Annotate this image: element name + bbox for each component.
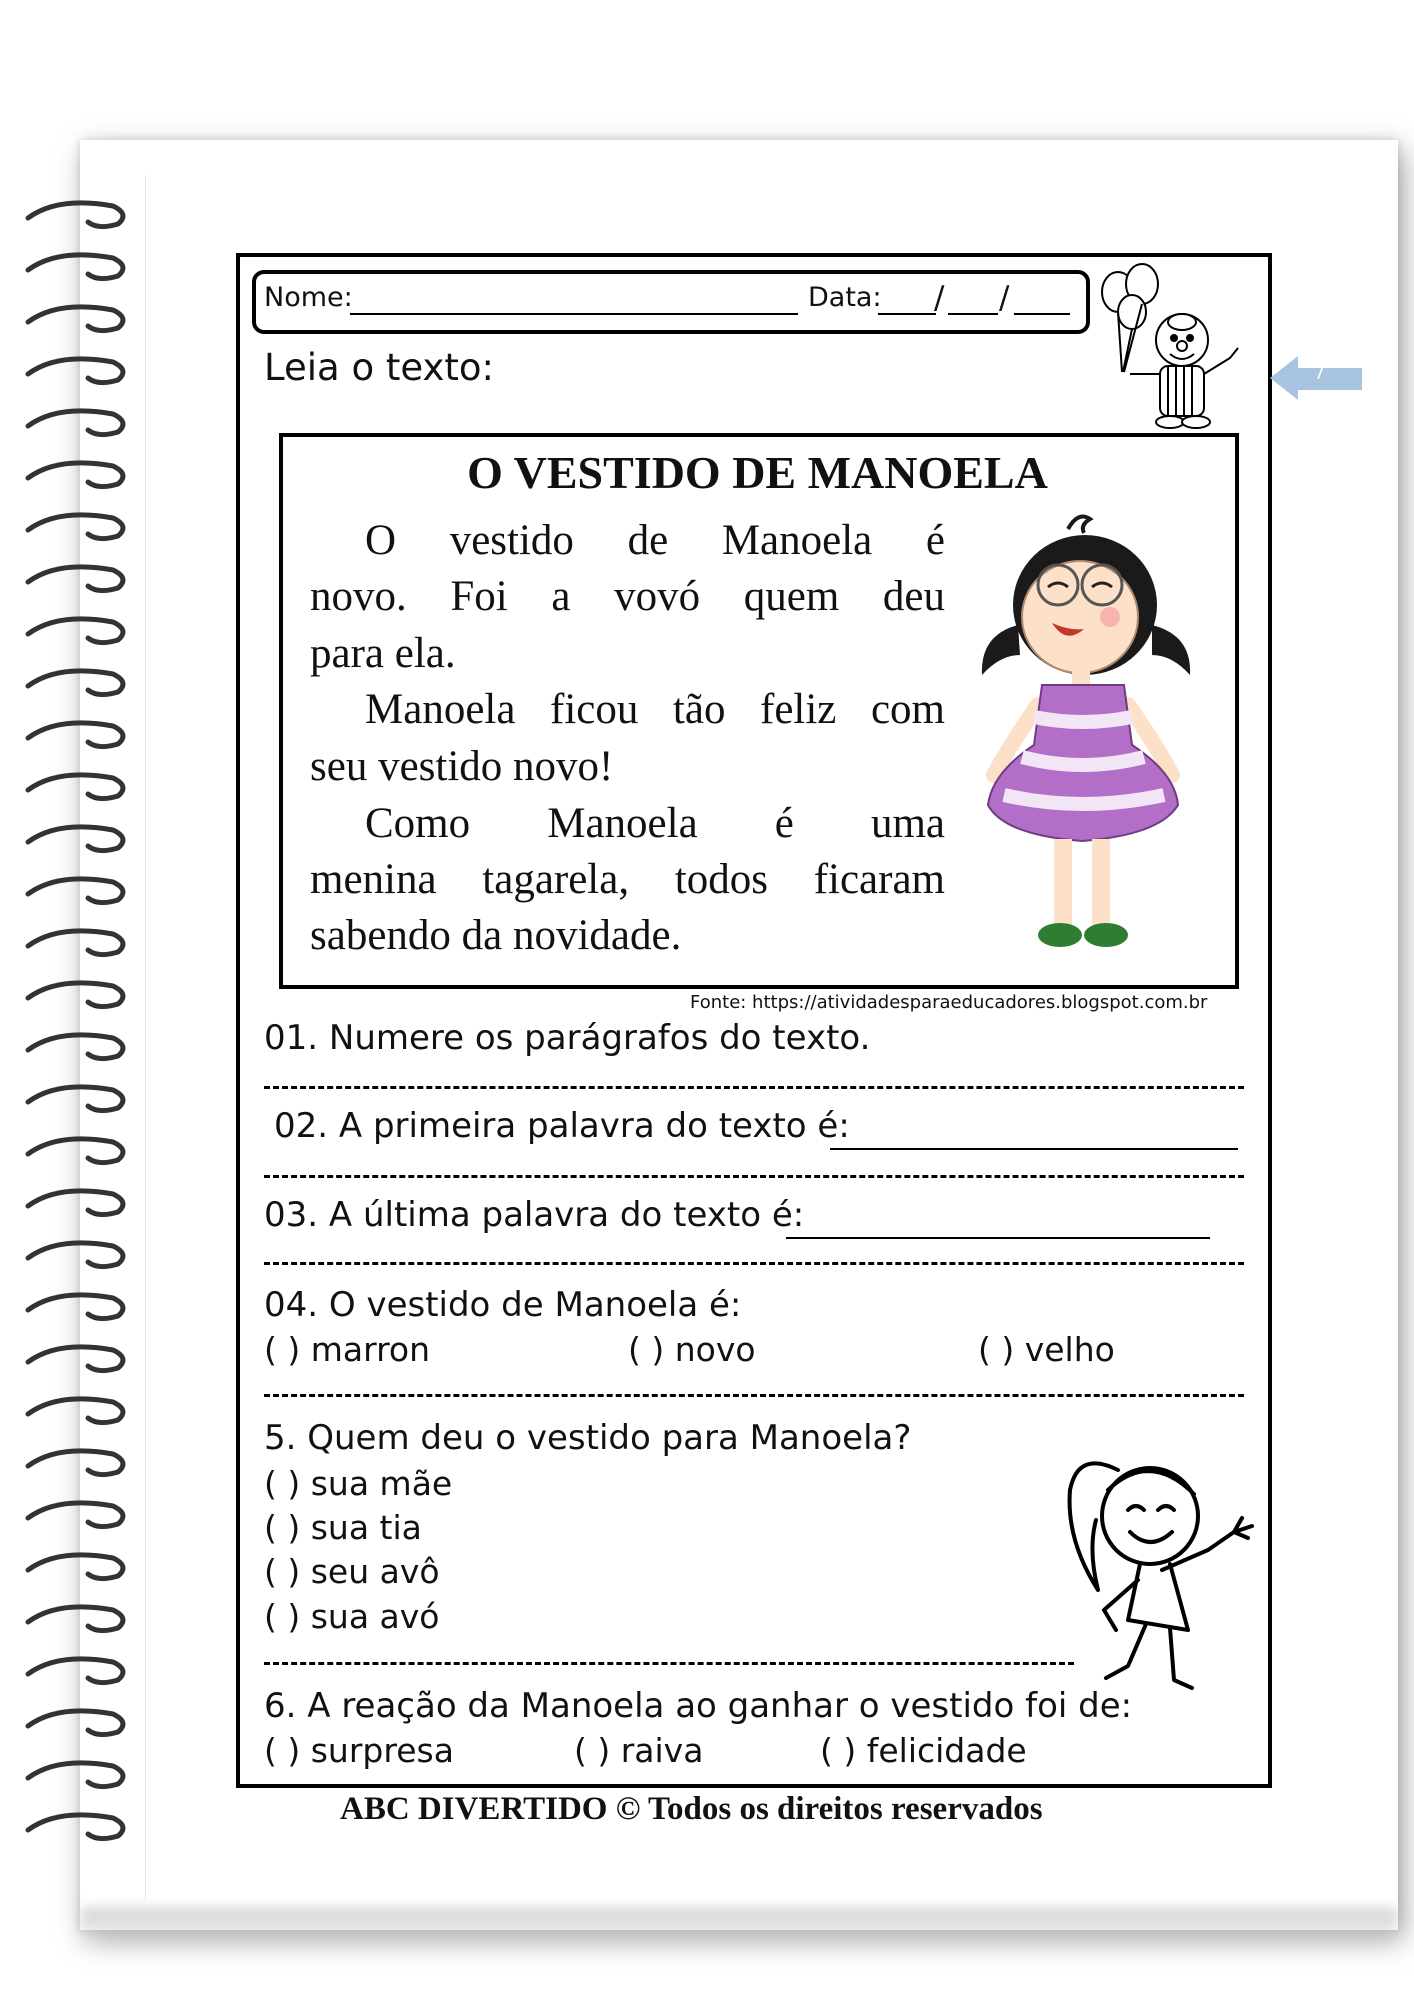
- name-field-line[interactable]: [350, 313, 798, 315]
- option-surpresa[interactable]: ( ) surpresa: [264, 1731, 454, 1770]
- spiral-coil: [28, 1295, 123, 1319]
- spiral-coil: [28, 1087, 123, 1111]
- date-year-line[interactable]: [1014, 313, 1070, 315]
- option-sua-avo[interactable]: ( ) sua avó: [264, 1597, 440, 1636]
- story-line: O vestido de Manoela é: [365, 517, 945, 564]
- question-3: 03. A última palavra do texto é:: [264, 1195, 805, 1235]
- date-separator: /: [934, 280, 945, 316]
- question-1: 01. Numere os parágrafos do texto.: [264, 1018, 871, 1058]
- date-separator: /: [999, 280, 1010, 316]
- option-sua-tia[interactable]: ( ) sua tia: [264, 1508, 422, 1547]
- spiral-coil: [28, 1503, 123, 1527]
- spiral-coil: [28, 1347, 123, 1371]
- date-day-line[interactable]: [878, 313, 936, 315]
- name-label: Nome:: [264, 282, 353, 313]
- spiral-coil: [28, 671, 123, 695]
- spiral-coil: [28, 1035, 123, 1059]
- spiral-coil: [28, 255, 123, 279]
- question-2: 02. A primeira palavra do texto é:: [274, 1106, 850, 1146]
- spiral-coil: [28, 879, 123, 903]
- story-title: O VESTIDO DE MANOELA: [467, 447, 1048, 498]
- spiral-binding: [18, 190, 138, 1880]
- spiral-coil: [28, 1555, 123, 1579]
- story-line: novo. Foi a vovó quem deu: [310, 573, 945, 620]
- spiral-coil: [28, 203, 123, 227]
- divider: [264, 1175, 1244, 1178]
- divider: [264, 1662, 1074, 1665]
- answer-line-3[interactable]: [786, 1237, 1210, 1239]
- option-novo[interactable]: ( ) novo: [628, 1330, 756, 1369]
- spiral-coil: [28, 463, 123, 487]
- name-date-box: [252, 270, 1090, 334]
- copyright-footer: ABC DIVERTIDO © Todos os direitos reservados: [340, 1791, 1043, 1827]
- spiral-coil: [28, 1139, 123, 1163]
- spiral-coil: [28, 775, 123, 799]
- story-line: Como Manoela é uma: [365, 800, 945, 847]
- spiral-coil: [28, 515, 123, 539]
- divider: [264, 1086, 1244, 1089]
- spiral-coil: [28, 1191, 123, 1215]
- option-sua-mae[interactable]: ( ) sua mãe: [264, 1464, 453, 1503]
- story-line: seu vestido novo!: [310, 743, 614, 790]
- divider: [264, 1394, 1244, 1397]
- spiral-coil: [28, 1711, 123, 1735]
- spiral-coil: [28, 359, 123, 383]
- option-raiva[interactable]: ( ) raiva: [574, 1731, 704, 1770]
- spiral-coil: [28, 1451, 123, 1475]
- spiral-coil: [28, 567, 123, 591]
- option-marron[interactable]: ( ) marron: [264, 1330, 431, 1369]
- spiral-coil: [28, 931, 123, 955]
- clown-balloons-illustration: [1090, 262, 1270, 432]
- spiral-coil: [28, 1399, 123, 1423]
- story-line: para ela.: [310, 630, 456, 677]
- instruction: Leia o texto:: [264, 346, 494, 389]
- manoela-illustration: [960, 505, 1210, 965]
- story-line: sabendo da novidade.: [310, 912, 682, 959]
- story-line: menina tagarela, todos ficaram: [310, 856, 945, 903]
- spiral-coil: [28, 1763, 123, 1787]
- paper-shadow: [80, 1908, 1398, 1948]
- page-number: 7: [1314, 364, 1325, 384]
- date-month-line[interactable]: [948, 313, 998, 315]
- option-velho[interactable]: ( ) velho: [978, 1330, 1115, 1369]
- spiral-coil: [28, 827, 123, 851]
- answer-line-2[interactable]: [830, 1148, 1238, 1150]
- question-5: 5. Quem deu o vestido para Manoela?: [264, 1418, 912, 1458]
- spiral-coil: [28, 307, 123, 331]
- question-4: 04. O vestido de Manoela é:: [264, 1285, 742, 1325]
- option-seu-avo[interactable]: ( ) seu avô: [264, 1552, 440, 1591]
- question-6: 6. A reação da Manoela ao ganhar o vestido foi de:: [264, 1686, 1133, 1726]
- spiral-coil: [28, 619, 123, 643]
- spiral-coil: [28, 983, 123, 1007]
- spiral-coil: [28, 723, 123, 747]
- option-felicidade[interactable]: ( ) felicidade: [820, 1731, 1027, 1770]
- spiral-coil: [28, 1243, 123, 1267]
- spiral-coil: [28, 411, 123, 435]
- story-line: Manoela ficou tão feliz com: [365, 686, 945, 733]
- source-citation: Fonte: https://atividadesparaeducadores.blogspot.com.br: [690, 992, 1208, 1013]
- divider: [264, 1262, 1244, 1265]
- happy-girl-drawing: [1058, 1440, 1258, 1720]
- date-label: Data:: [808, 282, 882, 313]
- spiral-coil: [28, 1659, 123, 1683]
- spiral-coil: [28, 1815, 123, 1839]
- spiral-coil: [28, 1607, 123, 1631]
